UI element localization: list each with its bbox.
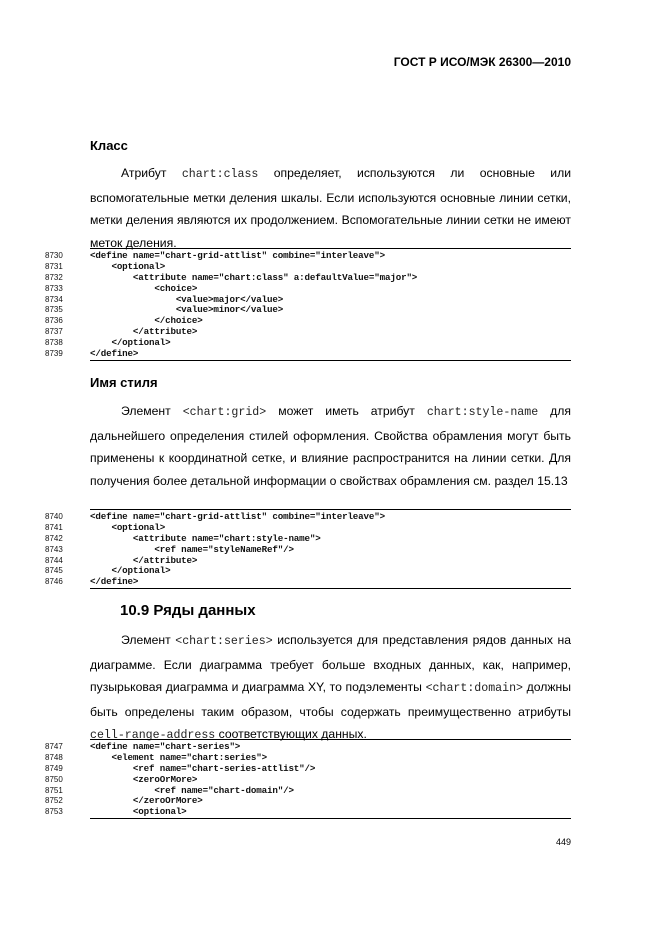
paragraph-text: определяет, используются ли основные или вспомогательные метки деления шкалы. Если используются основные линии сетки, метки деления являются их продолжением. Вспомогательные линии сетки не имеют меток деления. [90, 166, 572, 250]
inline-code: <chart:domain> [425, 682, 523, 696]
code-line [45, 250, 571, 261]
code-text: </define> [90, 347, 139, 359]
line-number: 8740 [45, 511, 63, 521]
code-text: <define name="chart-grid-attlist" combine="interleave"> [90, 249, 385, 261]
line-number: 8738 [45, 338, 63, 348]
code-line [45, 511, 571, 522]
line-number: 8753 [45, 807, 63, 817]
paragraph-style-name [90, 400, 571, 492]
code-line [45, 806, 571, 817]
paragraph-text: используется для представления рядов данных на диаграмме. Если диаграмма требует больше входных данных, как, например, пузырьковая диаграмма и диаграмма XY, то подэлементы [90, 633, 571, 695]
line-number: 8734 [45, 294, 63, 304]
code-line [45, 337, 571, 348]
line-number: 8735 [45, 305, 63, 315]
code-line [45, 261, 571, 272]
line-number: 8752 [45, 796, 63, 806]
code-text: </attribute> [90, 554, 198, 566]
code-text: <optional> [90, 260, 166, 272]
code-text: <value>major</value> [90, 293, 284, 305]
code-listing-class [45, 248, 571, 361]
inline-code: chart:style-name [426, 406, 539, 419]
code-text: <optional> [90, 806, 187, 818]
paragraph-class [90, 162, 571, 254]
code-line [45, 348, 571, 359]
paragraph-text: может иметь атрибут [266, 404, 427, 418]
code-text: <ref name="chart-domain"/> [90, 784, 294, 796]
code-line [45, 533, 571, 544]
paragraph-series [90, 629, 571, 748]
code-listing-style-name [45, 509, 571, 589]
code-text: <element name="chart:series"> [90, 751, 267, 763]
line-number: 8731 [45, 261, 63, 271]
line-number: 8733 [45, 283, 63, 293]
code-text: </choice> [90, 315, 203, 327]
inline-code: <chart:grid> [182, 406, 267, 419]
code-line [45, 774, 571, 785]
code-text: </attribute> [90, 326, 198, 338]
heading-style-name: Имя стиля [90, 375, 158, 390]
line-number: 8748 [45, 752, 63, 762]
line-number: 8750 [45, 774, 63, 784]
code-text: </optional> [90, 565, 171, 577]
code-line [45, 555, 571, 566]
code-line [45, 565, 571, 576]
code-text: <define name="chart-series"> [90, 740, 241, 752]
code-line [45, 272, 571, 283]
line-number: 8746 [45, 577, 63, 587]
paragraph-text: Атрибут [121, 166, 182, 180]
code-line [45, 741, 571, 752]
line-number: 8745 [45, 566, 63, 576]
code-line [45, 752, 571, 763]
line-number: 8730 [45, 250, 63, 260]
line-number: 8751 [45, 785, 63, 795]
line-number: 8744 [45, 555, 63, 565]
code-line [45, 785, 571, 796]
code-text: <attribute name="chart:class" a:defaultValue="major"> [90, 271, 418, 283]
code-line [45, 522, 571, 533]
inline-code: chart:class [181, 168, 259, 181]
heading-section-10-9: 10.9 Ряды данных [120, 602, 256, 619]
line-number: 8749 [45, 763, 63, 773]
line-number: 8736 [45, 316, 63, 326]
code-text: <ref name="styleNameRef"/> [90, 543, 294, 555]
paragraph-text: Элемент [121, 633, 176, 647]
code-text: <value>minor</value> [90, 304, 284, 316]
paragraph-text: для дальнейшего определения стилей оформления. Свойства обрамления могут быть применены к координатной сетке, и влияние распространится на линии сетки. Для получения более детальной информации о свойствах обрамления см. раздел 15.13 [90, 404, 571, 488]
heading-class: Класс [90, 138, 128, 153]
line-number: 8737 [45, 327, 63, 337]
page-number: 449 [555, 837, 571, 847]
code-listing-series [45, 739, 571, 819]
line-number: 8747 [45, 741, 63, 751]
code-line [45, 763, 571, 774]
paragraph-text: Элемент [121, 404, 183, 418]
code-line [45, 576, 571, 587]
code-line [45, 304, 571, 315]
code-text: <optional> [90, 521, 166, 533]
code-line [45, 795, 571, 806]
line-number: 8741 [45, 522, 63, 532]
code-line [45, 326, 571, 337]
code-text: <choice> [90, 282, 198, 294]
line-number: 8732 [45, 272, 63, 282]
line-number: 8743 [45, 544, 63, 554]
code-line [45, 283, 571, 294]
code-text: </optional> [90, 337, 171, 349]
code-text: <define name="chart-grid-attlist" combine="interleave"> [90, 510, 385, 522]
inline-code: cell-range-address [90, 729, 216, 743]
code-line [45, 544, 571, 555]
code-text: <attribute name="chart:style-name"> [90, 532, 321, 544]
code-text: </zeroOrMore> [90, 795, 203, 807]
code-line [45, 294, 571, 305]
code-text: <zeroOrMore> [90, 773, 198, 785]
paragraph-text: соответствующих данных. [215, 727, 367, 742]
code-text: </define> [90, 576, 139, 588]
inline-code: <chart:series> [175, 635, 273, 648]
page-header: ГОСТ Р ИСО/МЭК 26300—2010 [393, 55, 571, 69]
paragraph-text: должны быть определены таким образом, чтобы содержать преимущественно атрибуты [90, 680, 571, 719]
code-text: <ref name="chart-series-attlist"/> [90, 762, 316, 774]
line-number: 8739 [45, 348, 63, 358]
line-number: 8742 [45, 533, 63, 543]
code-line [45, 315, 571, 326]
